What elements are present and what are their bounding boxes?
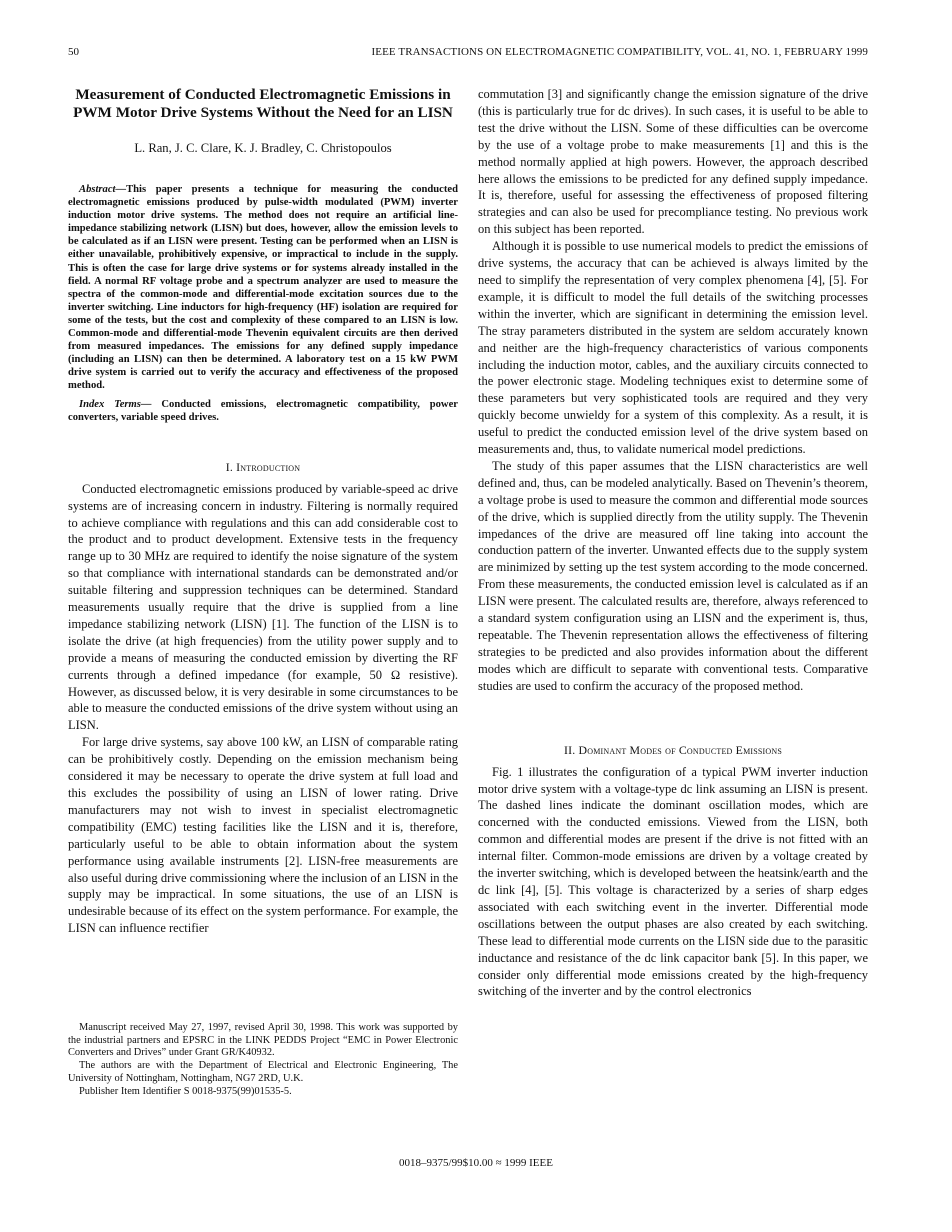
- author-list: L. Ran, J. C. Clare, K. J. Bradley, C. Christopoulos: [134, 141, 392, 155]
- index-terms-label: Index Terms—: [79, 398, 152, 410]
- index-terms: [68, 398, 458, 424]
- footnote-identifier: Publisher Item Identifier S 0018-9375(99)01535-5.: [79, 1085, 292, 1097]
- footnote: [68, 1022, 458, 1098]
- section-heading-dominant-modes: [478, 743, 868, 758]
- page-number: 50: [68, 46, 79, 58]
- section-number: II.: [563, 742, 579, 757]
- paragraph: Although it is possible to use numerical models to predict the emissions of drive systems, the accuracy that can be achieved is always limited by the need to simplify the representation of very complex phenomena [4], [5]. For example, it is difficult to model the full details of the switching processes within the inverter, which are significant in determining the emission level. The stray parameters distributed in the system are seldom accurately known and neither are the high-frequency characteristics of various components including the induction motor, cables, and the auxiliary circuits connected to the power electronic stage. Modeling techniques exist to determine some of these parameters but very sophisticated tools are required and they very quickly become unwieldy for a system of this complexity. As a result, it is useful to predict the conducted emission level of the drive system based on measurements and, thus, to validate numerical model predictions.: [478, 239, 868, 457]
- footnote-received: Manuscript received May 27, 1997, revised April 30, 1998. This work was supported by the industrial partners and EPSRC in the LINK PEDDS Project “EMC in Power Electronic Converters and Drives” under Grant GR/K40932.: [68, 1022, 458, 1059]
- section-number: I.: [225, 459, 237, 474]
- index-terms-text: Conducted emissions, electromagnetic compatibility, power converters, variable speed drives.: [68, 398, 458, 423]
- paragraph: Fig. 1 illustrates the configuration of a typical PWM inverter induction motor drive system with a voltage-type dc link assuming an LISN is present. The dashed lines indicate the dominant oscillation modes, which are concerned with the conducted emissions. Viewed from the LISN, both common and differential modes are present if the drive is not fitted with an internal filter. Common-mode emissions are driven by a voltage created by the inverter switching, which is developed between the heatsink/earth and the dc link [4], [5]. This voltage is characterized by a series of sharp edges associated with each switching event in the inverter. Differential mode oscillations between the output phases are also created by each switching. These lead to differential mode currents on the LISN side due to the parasitic inductance and resistance of the dc link capacitor bank [5]. In this paper, we consider only differential mode emissions created by the high-frequency switching of the inverter and by the control electronics: [478, 764, 868, 999]
- section-title: Introduction: [236, 459, 301, 474]
- abstract: [68, 183, 458, 393]
- paragraph: The study of this paper assumes that the LISN characteristics are well defined and, thus, can be modeled analytically. Based on Thevenin’s theorem, a voltage probe is used to measure the common and differential mode sources of the drive, which is supplied directly from the utility supply. The Thevenin impedances of the drive are measured off line taking into account the conduction pattern of the inverter. Unwanted effects due to the supply system are minimized by setting up the test system according to the mode concerned. From these measurements, the conducted emission level is calculated as if an LISN were present. The calculated results are, therefore, always referenced to a standard system configuration using an LISN and the experiment is, thus, repeatable. The Thevenin representation allows the effectiveness of filtering strategies to be predicted and also provides information about the different modes which are difficult to separate with conventional tests. Comparative studies are used to confirm the accuracy of the proposed method.: [478, 458, 868, 693]
- paragraph: Conducted electromagnetic emissions produced by variable-speed ac drive systems are of increasing concern in industry. Filtering is normally required to achieve compliance with regulations and this can add considerable cost to the product and to product development. Extensive tests in the frequency range up to 30 MHz are required to identify the noise signature of the system so that compliance with international standards can be demonstrated and/or suitable filtering and suppression techniques can be determined. Standard measurements usually require that the drive is supplied from a line impedance stabilizing network (LISN) [1]. The function of the LISN is to isolate the drive (at high frequencies) from the utility power supply and to provide a means of measuring the conducted emission by diverting the RF currents through a defined impedance (for example, 50 Ω resistive). However, as discussed below, it is very desirable in some circumstances to be able to measure the conducted emissions of the drive system without using an LISN.: [68, 481, 458, 733]
- paragraph: commutation [3] and significantly change the emission signature of the drive (this is particularly true for dc drives). In such cases, it is useful to be able to test the drive without the LISN. Some of these difficulties can be overcome by the use of a voltage probe to make measurements [1] and this is the method normally applied at high powers. However, the approach described here allows the emissions to be predicted for any defined supply impedance. It is, therefore, useful for assessing the effectiveness of proposed filtering strategies and can also be used for precompliance testing. No previous work on this subject has been reported.: [478, 87, 868, 237]
- right-column: [478, 86, 868, 1000]
- journal-header: IEEE TRANSACTIONS ON ELECTROMAGNETIC COMPATIBILITY, VOL. 41, NO. 1, FEBRUARY 1999: [371, 46, 868, 58]
- paper-title: Measurement of Conducted Electromagnetic Emissions in PWM Motor Drive Systems Without the Need for an LISN: [73, 86, 453, 121]
- section-heading-introduction: [68, 460, 458, 475]
- paragraph: For large drive systems, say above 100 kW, an LISN of comparable rating can be prohibitively costly. Depending on the emission mechanism being considered it may be necessary to operate the drive system at full load and this excludes the possibility of using an LISN of lower rating. Drive manufacturers may not wish to invest in specialist electromagnetic compatibility (EMC) testing facilities like the LISN and it is, therefore, particularly useful to be able to obtain information about the system performance using available instruments [2]. LISN-free measurements are also useful during drive commissioning where the inclusion of an LISN in the supply may be impractical. In some situations, the use of an LISN is undesirable because of its effect on the system performance. For example, the LISN can influence rectifier: [68, 735, 458, 936]
- footnote-affiliation: The authors are with the Department of Electrical and Electronic Engineering, The University of Nottingham, Nottingham, NG7 2RD, U.K.: [68, 1060, 458, 1084]
- left-column: [68, 86, 458, 937]
- abstract-text: This paper presents a technique for measuring the conducted electromagnetic emissions produced by pulse-width modulated (PWM) inverter induction motor drive systems. The method does not require an artificial line-impedance stabilizing network (LISN) but does, however, allow the emission levels to be calculated as if an LISN were present. Testing can be performed when an LISN is either unavailable, prohibitively expensive, or impractical to include in the supply. This is often the case for large drive systems or for systems already installed in the field. A normal RF voltage probe and a spectrum analyzer are used to measure the spectra of the common-mode and differential-mode excitation sources due to the inverter switching. Line inductors for high-frequency (HF) isolation are required for some of the tests, but the cost and complexity of these compared to an LISN is low. Common-mode and differential-mode Thevenin equivalent circuits are then derived from measured impedances. The emissions for any defined supply impedance (including an LISN) can then be determined. A laboratory test on a 15 kW PWM drive system is carried out to verify the accuracy and effectiveness of the proposed method.: [68, 184, 458, 392]
- section-title: Dominant Modes of Conducted Emissions: [578, 742, 783, 757]
- abstract-label: Abstract—: [79, 184, 127, 195]
- copyright-line: 0018–9375/99$10.00 ≈ 1999 IEEE: [399, 1157, 553, 1169]
